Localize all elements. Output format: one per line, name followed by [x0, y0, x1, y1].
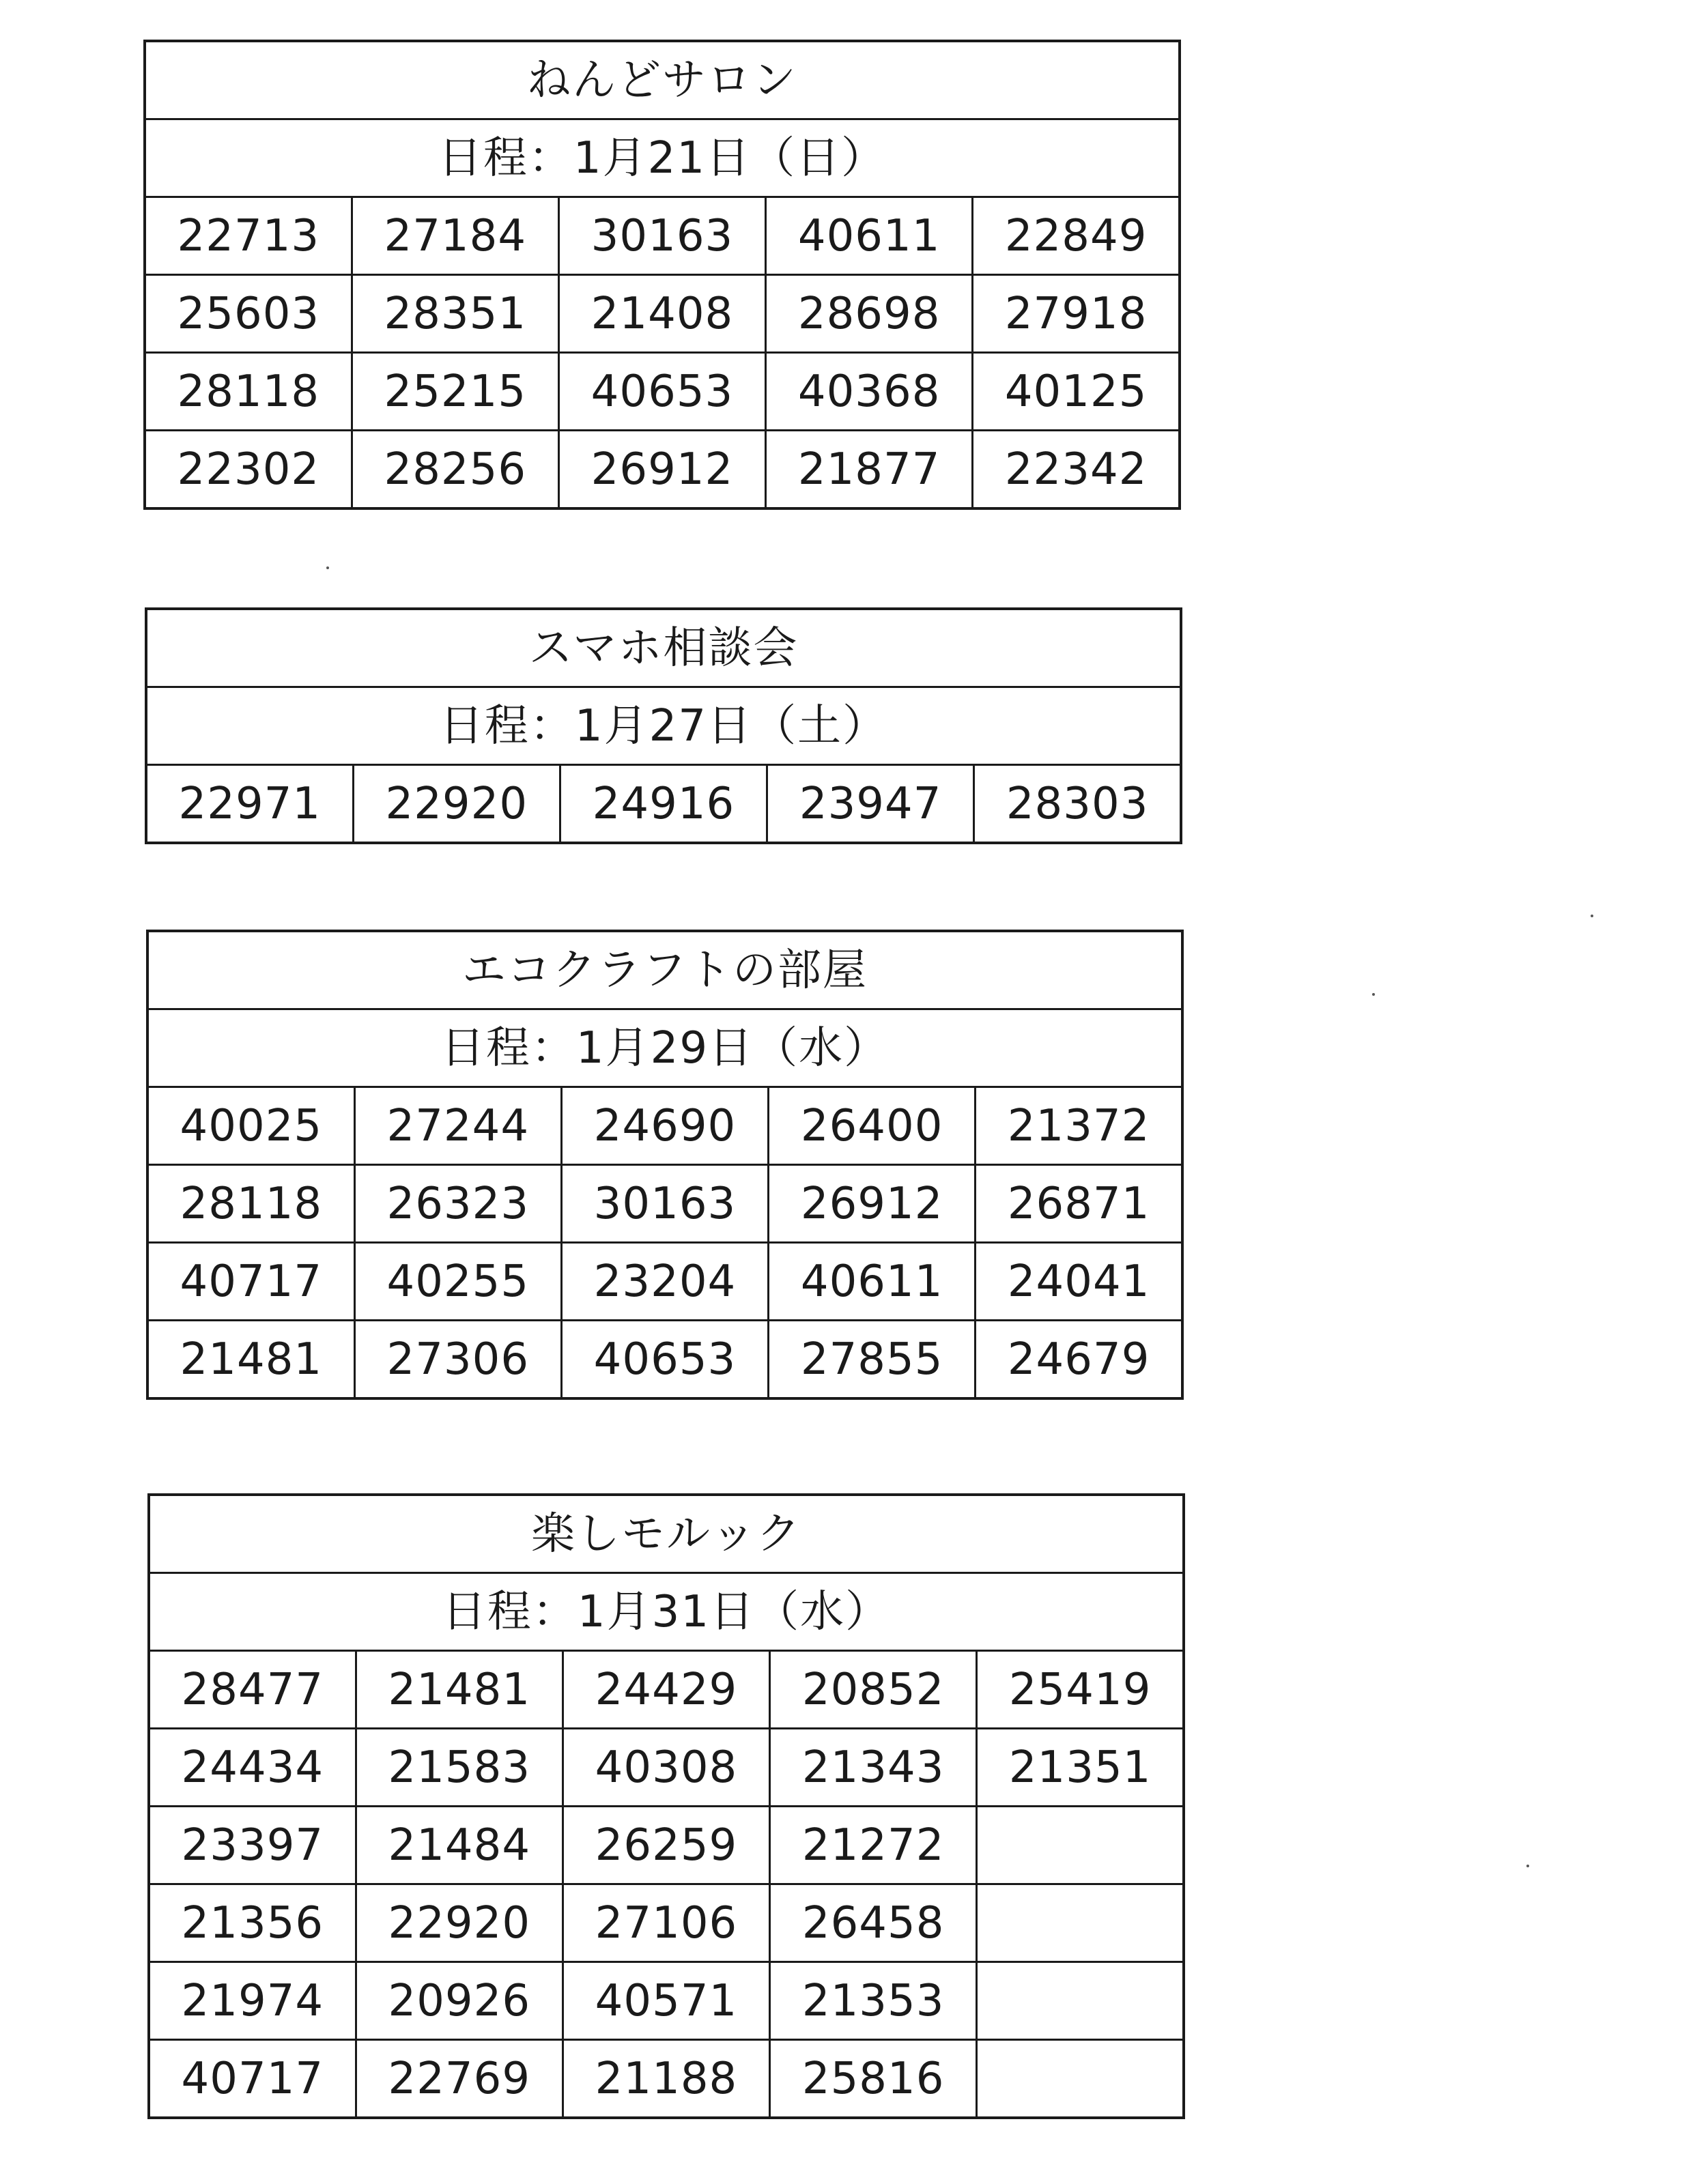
number-cell: 27918 — [973, 275, 1180, 353]
number-cell: 22342 — [973, 431, 1180, 509]
number-cell: 30163 — [561, 1165, 768, 1243]
number-cell: 27184 — [352, 197, 558, 275]
table-row — [147, 1087, 1182, 1165]
number-cell: 40611 — [769, 1243, 976, 1321]
number-cell: 21356 — [149, 1884, 356, 1962]
table-row — [145, 197, 1180, 275]
number-cell: 22920 — [353, 765, 560, 844]
table-row — [149, 1807, 1184, 1884]
number-cell: 40653 — [561, 1321, 768, 1399]
number-cell: 23397 — [149, 1807, 356, 1884]
table-row — [147, 1165, 1182, 1243]
number-cell: 27106 — [563, 1884, 769, 1962]
event-table-eco-craft — [146, 930, 1184, 1400]
scan-speck — [326, 566, 329, 569]
table-row — [149, 1729, 1184, 1807]
number-cell — [977, 1884, 1184, 1962]
number-cell: 25215 — [352, 353, 558, 431]
table-schedule: 日程：1月29日（水） — [147, 1009, 1182, 1087]
table-row — [146, 765, 1181, 844]
event-table-nendo-salon — [143, 40, 1181, 510]
number-cell: 21353 — [770, 1962, 977, 2040]
number-cell: 22302 — [145, 431, 352, 509]
number-cell: 26912 — [769, 1165, 976, 1243]
number-cell: 28256 — [352, 431, 558, 509]
number-cell: 26400 — [769, 1087, 976, 1165]
number-cell: 26259 — [563, 1807, 769, 1884]
number-cell: 26912 — [558, 431, 765, 509]
number-cell: 24690 — [561, 1087, 768, 1165]
number-cell: 22713 — [145, 197, 352, 275]
number-cell: 21351 — [977, 1729, 1184, 1807]
number-cell: 25816 — [770, 2040, 977, 2118]
number-cell: 40611 — [766, 197, 973, 275]
scan-speck — [1591, 915, 1593, 917]
table-row — [145, 353, 1180, 431]
number-cell: 24679 — [976, 1321, 1182, 1399]
number-cell: 21481 — [147, 1321, 354, 1399]
number-cell: 40653 — [558, 353, 765, 431]
number-cell: 40571 — [563, 1962, 769, 2040]
table-row — [145, 431, 1180, 509]
table-schedule: 日程：1月31日（水） — [149, 1573, 1184, 1651]
number-cell: 40717 — [147, 1243, 354, 1321]
number-cell: 28698 — [766, 275, 973, 353]
event-table-tanoshi-molkky — [147, 1493, 1185, 2119]
number-cell: 21877 — [766, 431, 973, 509]
table-title: エコクラフトの部屋 — [147, 931, 1182, 1009]
number-cell: 21343 — [770, 1729, 977, 1807]
number-cell — [977, 2040, 1184, 2118]
number-cell: 25419 — [977, 1651, 1184, 1729]
number-cell: 23947 — [767, 765, 974, 844]
number-cell: 20926 — [356, 1962, 563, 2040]
number-cell: 28303 — [974, 765, 1181, 844]
table-row — [149, 2040, 1184, 2118]
number-cell: 40308 — [563, 1729, 769, 1807]
number-cell: 40125 — [973, 353, 1180, 431]
table-row — [145, 275, 1180, 353]
number-cell: 24434 — [149, 1729, 356, 1807]
number-cell: 40025 — [147, 1087, 354, 1165]
number-cell: 24916 — [560, 765, 767, 844]
number-cell: 21583 — [356, 1729, 563, 1807]
number-cell: 21372 — [976, 1087, 1182, 1165]
number-cell: 22920 — [356, 1884, 563, 1962]
number-cell: 21272 — [770, 1807, 977, 1884]
number-cell — [977, 1962, 1184, 2040]
scan-speck — [1526, 1865, 1529, 1867]
number-cell: 27855 — [769, 1321, 976, 1399]
number-cell: 28477 — [149, 1651, 356, 1729]
table-title: スマホ相談会 — [146, 609, 1181, 687]
number-cell: 26323 — [354, 1165, 561, 1243]
number-cell: 21481 — [356, 1651, 563, 1729]
number-cell: 22849 — [973, 197, 1180, 275]
number-cell: 24429 — [563, 1651, 769, 1729]
table-schedule: 日程：1月21日（日） — [145, 119, 1180, 197]
number-cell: 40717 — [149, 2040, 356, 2118]
number-cell: 40368 — [766, 353, 973, 431]
table-row — [149, 1962, 1184, 2040]
table-row — [147, 1321, 1182, 1399]
number-cell: 27244 — [354, 1087, 561, 1165]
number-cell: 40255 — [354, 1243, 561, 1321]
number-cell: 28118 — [147, 1165, 354, 1243]
number-cell: 22971 — [146, 765, 353, 844]
number-cell — [977, 1807, 1184, 1884]
number-cell: 26458 — [770, 1884, 977, 1962]
number-cell: 21408 — [558, 275, 765, 353]
number-cell: 22769 — [356, 2040, 563, 2118]
number-cell: 21974 — [149, 1962, 356, 2040]
number-cell: 25603 — [145, 275, 352, 353]
number-cell: 30163 — [558, 197, 765, 275]
table-row — [149, 1651, 1184, 1729]
number-cell: 20852 — [770, 1651, 977, 1729]
table-row — [149, 1884, 1184, 1962]
number-cell: 28118 — [145, 353, 352, 431]
number-cell: 28351 — [352, 275, 558, 353]
number-cell: 21188 — [563, 2040, 769, 2118]
table-row — [147, 1243, 1182, 1321]
table-title: 楽しモルック — [149, 1495, 1184, 1573]
number-cell: 23204 — [561, 1243, 768, 1321]
scan-speck — [1372, 993, 1375, 996]
number-cell: 26871 — [976, 1165, 1182, 1243]
number-cell: 21484 — [356, 1807, 563, 1884]
table-title: ねんどサロン — [145, 41, 1180, 119]
number-cell: 27306 — [354, 1321, 561, 1399]
number-cell: 24041 — [976, 1243, 1182, 1321]
event-table-smartphone-consultation — [145, 607, 1182, 844]
table-schedule: 日程：1月27日（土） — [146, 687, 1181, 765]
